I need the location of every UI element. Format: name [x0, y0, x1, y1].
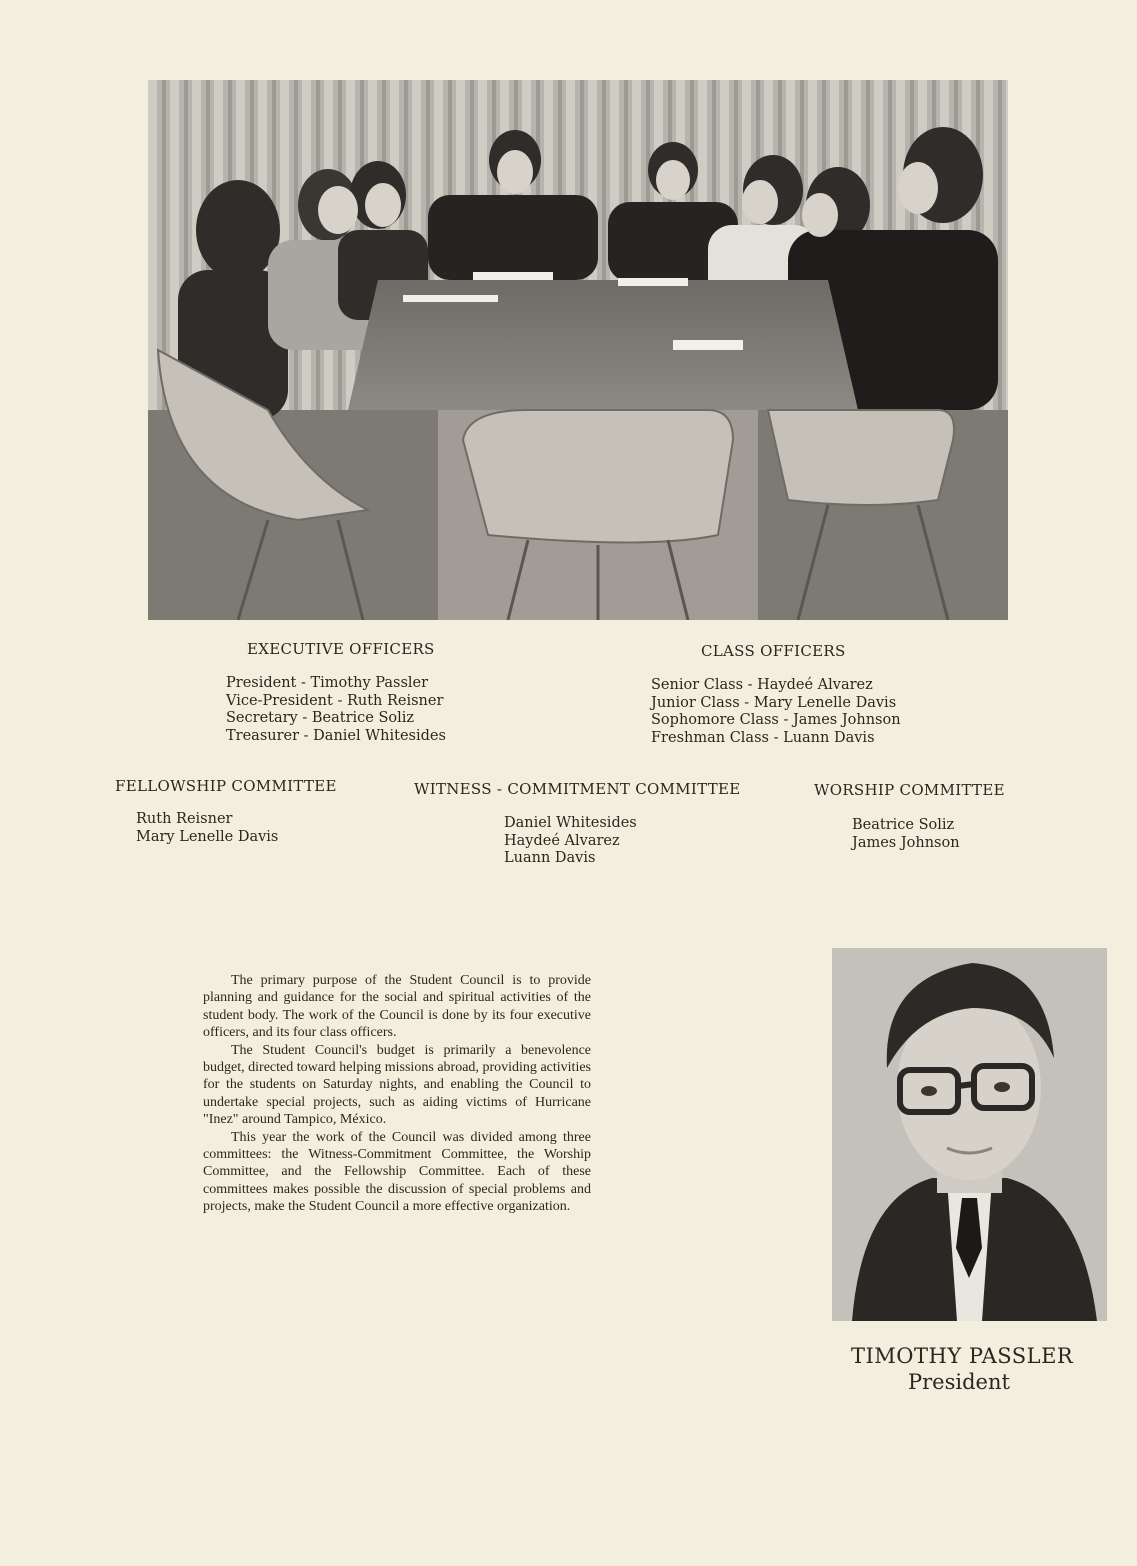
portrait-caption-name: TIMOTHY PASSLER	[851, 1344, 1074, 1368]
list-item: Vice-President - Ruth Reisner	[226, 692, 444, 709]
portrait-drawing	[832, 948, 1107, 1321]
list-item: Daniel Whitesides	[504, 815, 637, 831]
list-item: Freshman Class - Luann Davis	[651, 729, 875, 746]
list-item: James Johnson	[852, 834, 960, 851]
worship-committee-heading: WORSHIP COMMITTEE	[814, 781, 1005, 799]
student-council-description	[203, 972, 591, 1216]
fellowship-committee-list	[136, 811, 278, 846]
body-paragraph: The Student Council's budget is primarily a benevolence budget, directed toward helping missions abroad, providing activities for the students on Saturday nights, and enabling the Council to undertake special projects, such as aiding victims of Hurricane "Inez" around Tampico, México.	[203, 1042, 591, 1128]
executive-officers-heading: EXECUTIVE OFFICERS	[247, 640, 435, 658]
fellowship-committee-heading: FELLOWSHIP COMMITTEE	[115, 777, 337, 795]
list-item: Luann Davis	[504, 850, 596, 866]
president-portrait	[832, 948, 1107, 1321]
list-item: Haydeé Alvarez	[504, 832, 620, 849]
list-item: Senior Class - Haydeé Alvarez	[651, 677, 873, 693]
group-photo-drawing	[148, 80, 1008, 620]
list-item: President - Timothy Passler	[226, 675, 429, 691]
list-item: Ruth Reisner	[136, 811, 233, 827]
class-officers-heading: CLASS OFFICERS	[701, 642, 846, 660]
witness-committee-list	[504, 815, 637, 868]
list-item: Mary Lenelle Davis	[136, 828, 279, 845]
list-item: Beatrice Soliz	[852, 817, 955, 833]
list-item: Junior Class - Mary Lenelle Davis	[651, 694, 897, 711]
body-paragraph: This year the work of the Council was divided among three committees: the Witness-Commitment Committee, the Worship Committee, and the Fellowship Committee. Each of these committees makes possible the discussion of special problems and projects, make the Student Council a more effective organization.	[203, 1129, 591, 1215]
worship-committee-list	[852, 817, 960, 852]
executive-officers-list	[226, 675, 446, 745]
witness-committee-heading: WITNESS - COMMITMENT COMMITTEE	[414, 780, 741, 798]
body-paragraph: The primary purpose of the Student Council is to provide planning and guidance for the social and spiritual activities of the student body. The work of the Council is done by its four executive officers, and its four class officers.	[203, 973, 591, 1041]
list-item: Treasurer - Daniel Whitesides	[226, 727, 446, 744]
class-officers-list	[651, 677, 901, 747]
list-item: Secretary - Beatrice Soliz	[226, 710, 415, 726]
list-item: Sophomore Class - James Johnson	[651, 712, 901, 728]
portrait-caption-role: President	[908, 1370, 1010, 1394]
group-photo	[148, 80, 1008, 620]
